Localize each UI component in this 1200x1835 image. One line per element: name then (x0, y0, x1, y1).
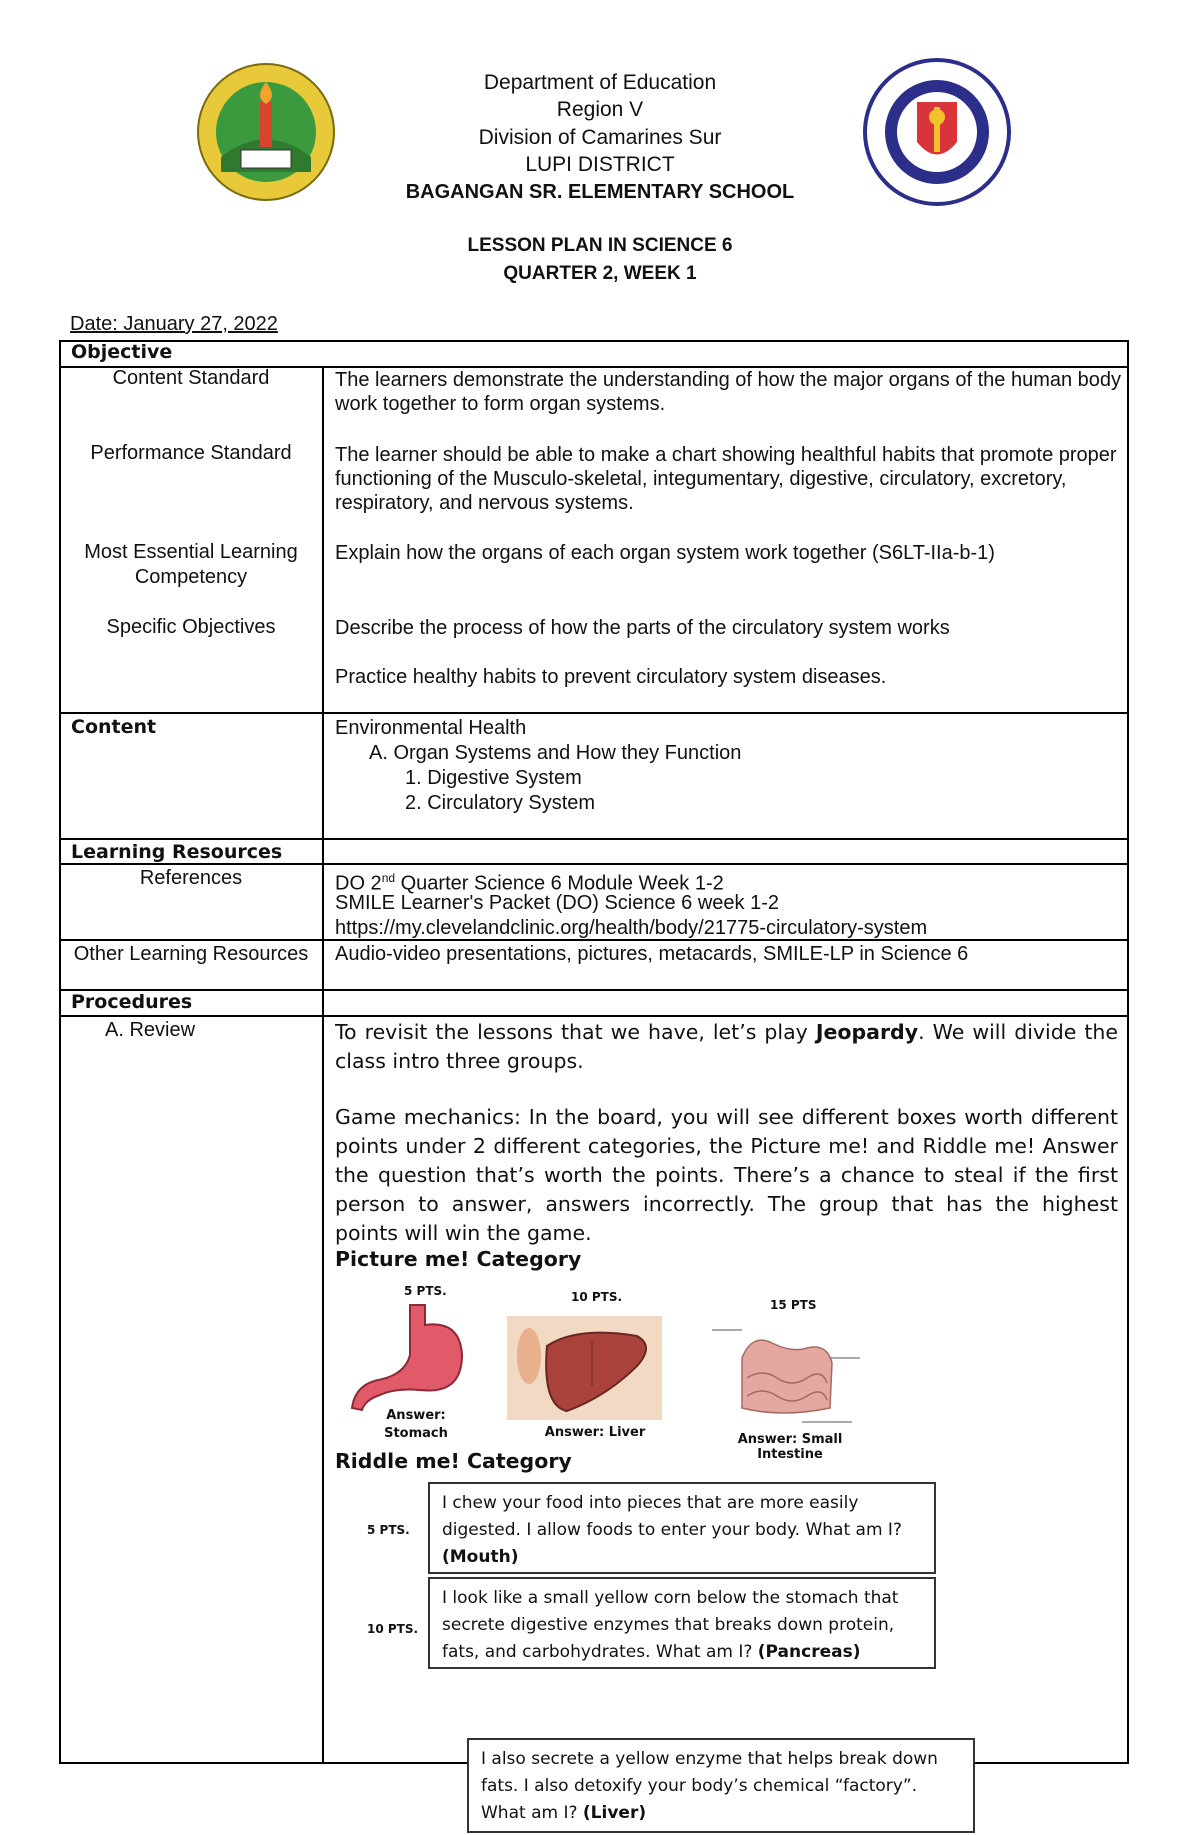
header-division: Division of Camarines Sur (478, 126, 722, 149)
row-divider (59, 989, 1129, 991)
content-topic: Environmental Health (335, 717, 527, 739)
riddle-points-5: 5 PTS. (367, 1523, 410, 1537)
pic-points-15: 15 PTS (770, 1298, 817, 1312)
riddle-points-10: 10 PTS. (367, 1622, 419, 1636)
other-resources-label: Other Learning Resources (73, 943, 309, 965)
review-intro-post: . We will divide the class intro three groups. (335, 1020, 1119, 1073)
performance-standard-text: The learner should be able to make a chart showing healthful habits that promote proper functioning of the Musculo-skeletal, integumentary, digestive, circulatory, excretory, respiratory, and nervous systems. (335, 444, 1117, 514)
row-divider (59, 712, 1129, 714)
specific-objective-1: Describe the process of how the parts of the circulatory system works (335, 617, 950, 639)
row-divider (59, 1015, 1129, 1017)
melc-text: Explain how the organs of each organ system work together (S6LT-IIa-b-1) (335, 542, 995, 564)
objective-heading: Objective (71, 341, 173, 363)
specific-objectives-label: Specific Objectives (106, 616, 276, 638)
performance-standard-label: Performance Standard (90, 442, 292, 464)
riddle-box-mouth (428, 1482, 936, 1574)
review-intro (335, 1018, 1118, 1076)
riddle-2-text: I look like a small yellow corn below the stomach that secrete digestive enzymes that breaks down protein, fats, and carbohydrates. What am I? (442, 1588, 899, 1662)
pic-points-5: 5 PTS. (404, 1284, 447, 1298)
liver-image (507, 1316, 662, 1420)
reference-2: SMILE Learner's Packet (DO) Science 6 week 1-2 (335, 892, 780, 914)
review-label: A. Review (105, 1019, 196, 1041)
stomach-image (350, 1300, 470, 1415)
reference-1-sup: nd (381, 871, 396, 885)
review-intro-pre: To revisit the lessons that we have, let’s play (335, 1020, 816, 1044)
answer-stomach-label: Answer: (386, 1408, 446, 1423)
content-heading: Content (71, 716, 157, 738)
reference-1-pre: DO 2 (335, 872, 382, 895)
riddle-box-pancreas (428, 1577, 936, 1669)
header-school: BAGANGAN SR. ELEMENTARY SCHOOL (405, 181, 795, 203)
picture-category-heading: Picture me! Category (335, 1247, 582, 1271)
answer-small-intestine: Answer: Small Intestine (737, 1432, 843, 1462)
header-region: Region V (556, 98, 644, 121)
riddle-box-liver (467, 1738, 975, 1833)
melc-label: Most Essential Learning Competency (84, 541, 298, 588)
riddle-category-heading: Riddle me! Category (335, 1449, 572, 1473)
procedures-heading: Procedures (71, 991, 193, 1013)
content-item-2: 2. Circulatory System (405, 792, 596, 814)
pic-points-10: 10 PTS. (571, 1290, 623, 1304)
header-district: LUPI DISTRICT (525, 153, 675, 176)
content-standard-label: Content Standard (112, 367, 270, 389)
row-divider (59, 863, 1129, 865)
riddle-3-text: I also secrete a yellow enzyme that helps break down fats. I also detoxify your body’s chemical “factory”. What am I? (481, 1749, 938, 1823)
content-standard-text: The learners demonstrate the understanding of how the major organs of the human body work together to form organ systems. (335, 369, 1122, 415)
answer-liver: Answer: Liver (544, 1425, 646, 1440)
document-title: LESSON PLAN IN SCIENCE 6 (467, 235, 733, 256)
row-divider (59, 838, 1129, 840)
lesson-date: Date: January 27, 2022 (70, 313, 278, 335)
riddle-1-answer: (Mouth) (442, 1547, 519, 1567)
riddle-3-answer: (Liver) (582, 1803, 647, 1823)
reference-1-post: Quarter Science 6 Module Week 1-2 (395, 872, 724, 895)
answer-stomach: Stomach (384, 1426, 448, 1441)
riddle-2-answer: (Pancreas) (757, 1642, 861, 1662)
references-label: References (139, 867, 243, 889)
column-divider (322, 366, 324, 1764)
document-subtitle: QUARTER 2, WEEK 1 (503, 263, 697, 284)
header-department: Department of Education (483, 71, 717, 94)
small-intestine-image (712, 1318, 862, 1428)
review-intro-bold: Jeopardy (815, 1020, 919, 1044)
content-item-1: 1. Digestive System (405, 767, 582, 789)
other-resources-text: Audio-video presentations, pictures, metacards, SMILE-LP in Science 6 (335, 943, 969, 965)
content-sub-a: A. Organ Systems and How they Function (369, 742, 742, 764)
riddle-1-text: I chew your food into pieces that are more easily digested. I allow foods to enter your body. What am I? (442, 1493, 902, 1540)
game-mechanics: Game mechanics: In the board, you will see different boxes worth different points under 2 different categories, the Picture me! and Riddle me! Answer the question that’s worth the points. There’s a chance to steal if the first person to answer, answers incorrectly. The group that has the highest points will win the game. (335, 1105, 1118, 1245)
specific-objective-2: Practice healthy habits to prevent circulatory system diseases. (335, 666, 887, 688)
learning-resources-heading: Learning Resources (71, 841, 283, 863)
reference-3-link[interactable]: https://my.clevelandclinic.org/health/body/21775-circulatory-system (335, 917, 928, 939)
